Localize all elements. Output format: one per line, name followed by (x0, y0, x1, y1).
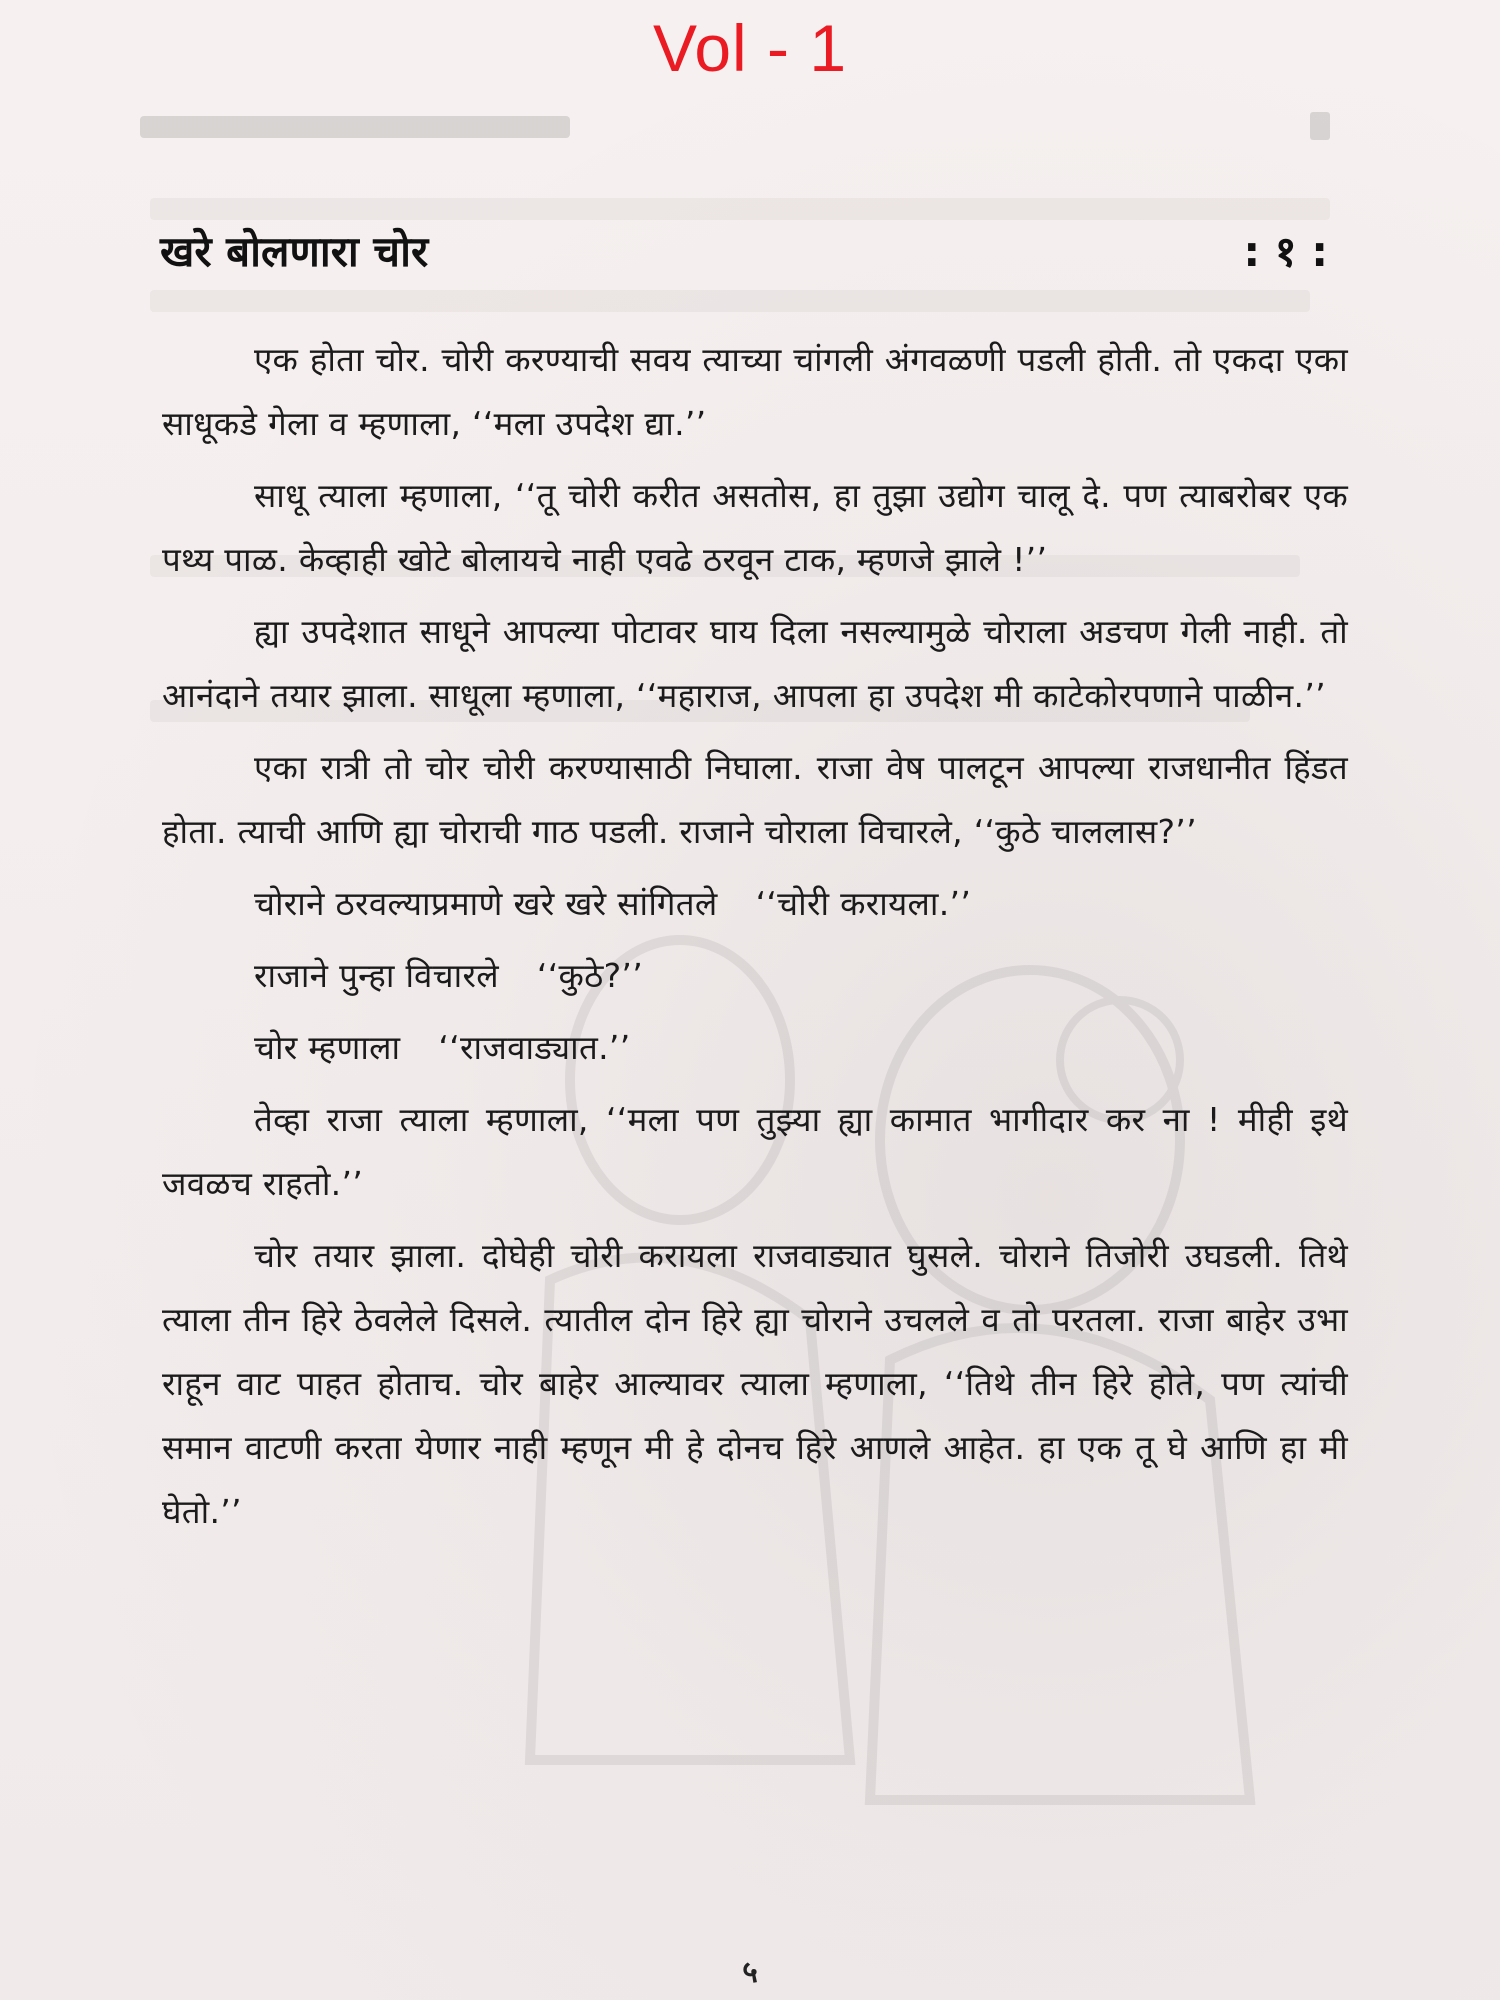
dialog-lead: राजाने पुन्हा विचारले (254, 956, 499, 995)
story-title: खरे बोलणारा चोर (160, 227, 429, 276)
bleed-through-header (140, 108, 1340, 144)
page-number: ५ (742, 1955, 758, 1990)
story-paragraph: ह्या उपदेशात साधूने आपल्या पोटावर घाय दिला नसल्यामुळे चोराला अडचण गेली नाही. तो आनंदाने तयार झाला. साधूला म्हणाला, ‘‘महाराज, आपला हा उपदेश मी काटेकोरपणाने पाळीन.’’ (162, 612, 1348, 715)
story-paragraph: साधू त्याला म्हणाला, ‘‘तू चोरी करीत असतोस, हा तुझा उद्योग चालू दे. पण त्याबरोबर एक पथ्य पाळ. केव्हाही खोटे बोलायचे नाही एवढे ठरवून टाक, म्हणजे झाले !’’ (162, 476, 1348, 579)
dialog-line (162, 1016, 1348, 1080)
dialog-lead: चोराने ठरवल्याप्रमाणे खरे खरे सांगितले (254, 884, 718, 923)
bleed-through-line (150, 290, 1310, 312)
story-body (162, 328, 1348, 1552)
dialog-speech: ‘‘चोरी करायला.’’ (755, 884, 972, 923)
story-paragraph: चोर तयार झाला. दोघेही चोरी करायला राजवाड्यात घुसले. चोराने तिजोरी उघडली. तिथे त्याला तीन हिरे ठेवलेले दिसले. त्यातील दोन हिरे ह्या चोराने उचलले व तो परतला. राजा बाहेर उभा राहून वाट पाहत होताच. चोर बाहेर आल्यावर त्याला म्हणाला, ‘‘तिथे तीन हिरे होते, पण त्यांची समान वाटणी करता येणार नाही म्हणून मी हे दोनच हिरे आणले आहेत. हा एक तू घे आणि हा मी घेतो.’’ (162, 1236, 1348, 1531)
dialog-lead: चोर म्हणाला (254, 1028, 401, 1067)
dialog-speech: ‘‘राजवाड्यात.’’ (438, 1028, 631, 1067)
dialog-line (162, 872, 1348, 936)
story-paragraph: एका रात्री तो चोर चोरी करण्यासाठी निघाला. राजा वेष पालटून आपल्या राजधानीत हिंडत होता. त्याची आणि ह्या चोराची गाठ पडली. राजाने चोराला विचारले, ‘‘कुठे चाललास?’’ (162, 748, 1348, 851)
volume-label: Vol - 1 (652, 11, 848, 85)
dialog-speech: ‘‘कुठे?’’ (536, 956, 644, 995)
bleed-through-line (150, 198, 1330, 220)
story-paragraph: तेव्हा राजा त्याला म्हणाला, ‘‘मला पण तुझ्या ह्या कामात भागीदार कर ना ! मीही इथे जवळच राहतो.’’ (162, 1100, 1348, 1203)
story-paragraph: एक होता चोर. चोरी करण्याची सवय त्याच्या चांगली अंगवळणी पडली होती. तो एकदा एका साधूकडे गेला व म्हणाला, ‘‘मला उपदेश द्या.’’ (162, 340, 1348, 443)
chapter-number: : १ : (1243, 227, 1328, 276)
dialog-line (162, 944, 1348, 1008)
